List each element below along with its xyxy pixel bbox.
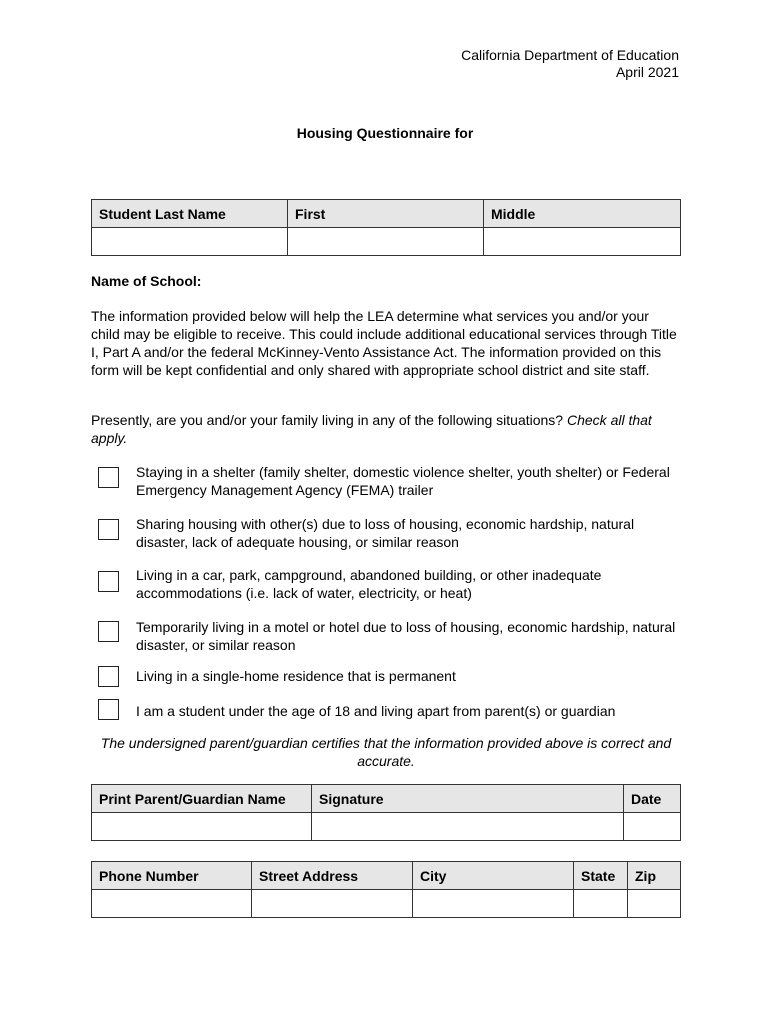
- header-city: City: [413, 862, 574, 890]
- street-address-field[interactable]: [252, 890, 413, 918]
- checkbox-permanent-residence[interactable]: [98, 666, 119, 687]
- option-label: Living in a car, park, campground, abandoned building, or other inadequate accommodations (i.e. lack of water, electricity, or heat): [136, 567, 602, 601]
- department-name: California Department of Education: [461, 47, 679, 63]
- header-guardian-name: Print Parent/Guardian Name: [92, 785, 312, 813]
- header-middle-name: Middle: [484, 200, 681, 228]
- header-signature: Signature: [312, 785, 624, 813]
- option-label: Sharing housing with other(s) due to loss of housing, economic hardship, natural disaster, lack of adequate housing, or similar reason: [136, 516, 635, 550]
- contact-table: [91, 861, 681, 918]
- header-date: Date: [624, 785, 681, 813]
- student-last-name-field[interactable]: [92, 228, 288, 256]
- header-zip: Zip: [628, 862, 681, 890]
- option-label: I am a student under the age of 18 and living apart from parent(s) or guardian: [136, 703, 616, 719]
- checkbox-inadequate-accommodations[interactable]: [98, 571, 119, 592]
- date-field[interactable]: [624, 813, 681, 841]
- certification-statement: The undersigned parent/guardian certifies that the information provided above is correct and accurate.: [100, 735, 672, 769]
- school-name-label: Name of School:: [91, 273, 202, 289]
- header-student-last-name: Student Last Name: [92, 200, 288, 228]
- phone-number-field[interactable]: [92, 890, 252, 918]
- signature-field[interactable]: [312, 813, 624, 841]
- page-title: Housing Questionnaire for: [296, 125, 474, 141]
- option-label: Temporarily living in a motel or hotel due to loss of housing, economic hardship, natural disaster, or similar reason: [136, 619, 676, 653]
- situation-question: [91, 411, 681, 447]
- header-phone-number: Phone Number: [92, 862, 252, 890]
- guardian-name-field[interactable]: [92, 813, 312, 841]
- table-header-row: [92, 785, 681, 813]
- question-text: Presently, are you and/or your family living in any of the following situations?: [91, 412, 564, 428]
- document-header: [461, 47, 679, 81]
- state-field[interactable]: [574, 890, 628, 918]
- table-header-row: [92, 200, 681, 228]
- header-first-name: First: [288, 200, 484, 228]
- header-state: State: [574, 862, 628, 890]
- option-label: Staying in a shelter (family shelter, domestic violence shelter, youth shelter) or Federal Emergency Management Agency (FEMA) trailer: [136, 464, 670, 498]
- city-field[interactable]: [413, 890, 574, 918]
- intro-paragraph: The information provided below will help the LEA determine what services you and/or your child may be eligible to receive. This could include additional educational services through Title I, Part A and/or the federal McKinney-Vento Assistance Act. The information provided on this form will be kept confidential and only shared with appropriate school district and site staff.: [91, 308, 677, 378]
- table-input-row: [92, 890, 681, 918]
- checkbox-sharing-housing[interactable]: [98, 519, 119, 540]
- guardian-table: [91, 784, 681, 841]
- student-first-name-field[interactable]: [288, 228, 484, 256]
- table-input-row: [92, 813, 681, 841]
- question-hint: Check all that apply.: [91, 412, 652, 446]
- student-name-table: [91, 199, 681, 256]
- zip-field[interactable]: [628, 890, 681, 918]
- student-middle-name-field[interactable]: [484, 228, 681, 256]
- revision-date: April 2021: [615, 64, 679, 80]
- table-header-row: [92, 862, 681, 890]
- option-label: Living in a single-home residence that is permanent: [136, 668, 456, 684]
- checkbox-unaccompanied-student[interactable]: [98, 699, 119, 720]
- table-input-row: [92, 228, 681, 256]
- checkbox-shelter[interactable]: [98, 467, 119, 488]
- header-street-address: Street Address: [252, 862, 413, 890]
- checkbox-motel-hotel[interactable]: [98, 621, 119, 642]
